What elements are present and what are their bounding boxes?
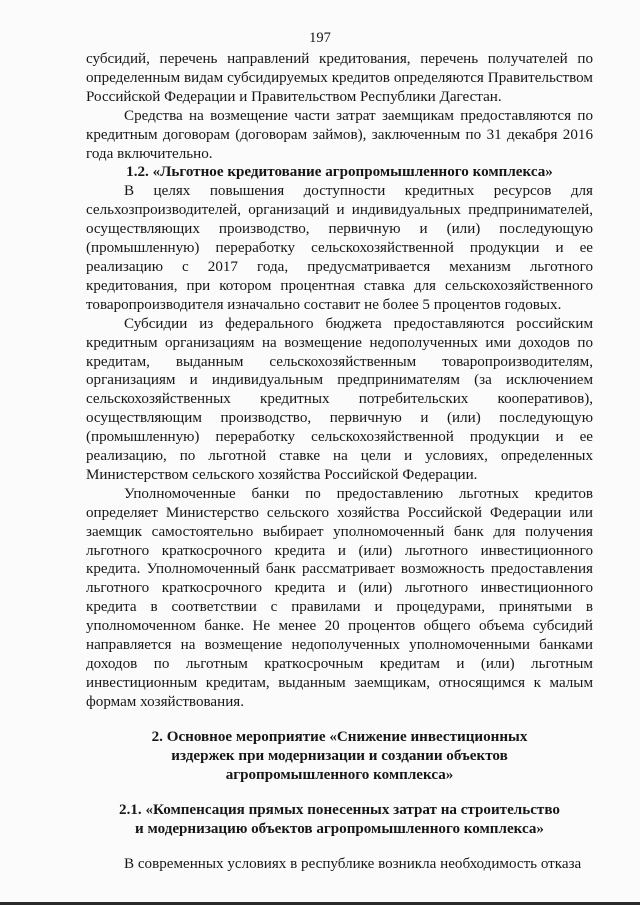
body-paragraph: Уполномоченные банки по предоставлению льготных кредитов определяет Министерство сельского хозяйства Российской Федерации или заемщик самостоятельно выбирает уполномоченный банк для получения льготного краткосрочного кредита и (или) льготного инвестиционного кредита. Уполномоченный банк рассматривает возможность предоставления льготного краткосрочного кредита и (или) льготного инвестиционного кредита в соответствии с правилами и процедурами, принятыми в уполномоченном банке. Не менее 20 процентов общего объема субсидий направляется на возмещение недополученных уполномоченными банками доходов по льготным краткосрочным кредитам и (или) льготным инвестиционным кредитам, выданным заемщикам, относящимся к малым формам хозяйствования.: [86, 485, 593, 710]
page-body: [86, 50, 593, 874]
heading-line: издержек при модернизации и создании объектов: [171, 747, 508, 764]
heading-line: 2. Основное мероприятие «Снижение инвестиционных: [151, 728, 528, 745]
page-number: 197: [309, 30, 331, 46]
heading-line: 2.1. «Компенсация прямых понесенных затрат на строительство: [119, 802, 560, 819]
body-paragraph: В целях повышения доступности кредитных ресурсов для сельхозпроизводителей, организаций и индивидуальных предпринимателей, осуществляющих производство, первичную и (или) последующую (промышленную) переработку сельскохозяйственной продукции и ее реализацию с 2017 года, предусматривается механизм льготного кредитования, при котором процентная ставка для сельскохозяйственного товаропроизводителя изначально составит не более 5 процентов годовых.: [86, 183, 593, 313]
body-paragraph: Средства на возмещение части затрат заемщикам предоставляются по кредитным договорам (договорам займов), заключенным по 31 декабря 2016 года включительно.: [86, 107, 593, 162]
body-paragraph: В современных условиях в республике возникла необходимость отказа: [124, 856, 582, 873]
section-heading-2: [86, 728, 593, 785]
body-paragraph: Субсидии из федерального бюджета предоставляются российским кредитным организациям на возмещение недополученных ими доходов по кредитам, выданным сельскохозяйственным товаропроизводителям, организациям и индивидуальным предпринимателям (за исключением сельскохозяйственных кредитных потребительских кооперативов), осуществляющим производство, первичную и (или) последующую (промышленную) переработку сельскохозяйственной продукции и ее реализацию, по льготной ставке на цели и условиях, определенных Министерством сельского хозяйства Российской Федерации.: [86, 315, 593, 483]
heading-line: агропромышленного комплекса»: [225, 766, 454, 783]
heading-line: и модернизацию объектов агропромышленного комплекса»: [135, 821, 544, 838]
section-heading-1-2: 1.2. «Льготное кредитование агропромышленного комплекса»: [126, 164, 553, 181]
section-heading-2-1: [86, 801, 593, 839]
body-paragraph: субсидий, перечень направлений кредитования, перечень получателей по определенным видам субсидируемых кредитов определяются Правительством Российской Федерации и Правительством Республики Дагестан.: [86, 51, 593, 105]
